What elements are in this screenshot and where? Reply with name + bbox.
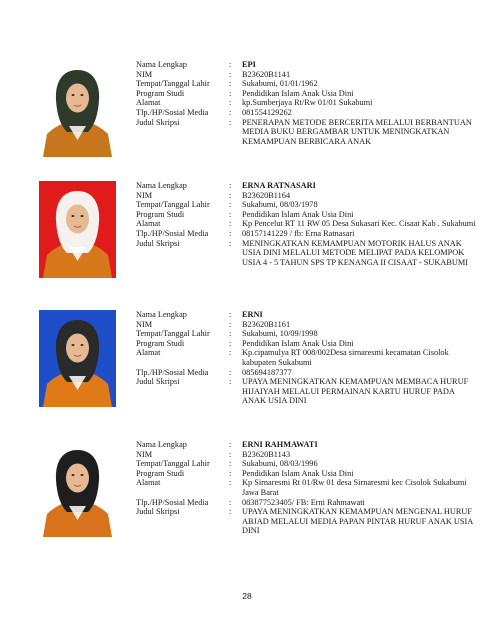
field-value-tlp: 083877523405/ FB: Erni Rahmawati: [242, 497, 365, 507]
info-row-prodi: [136, 89, 476, 99]
field-value-nim: B23620B1141: [242, 69, 291, 79]
info-row-nama: [136, 60, 476, 70]
field-label: NIM: [136, 69, 153, 79]
info-row-prodi: [136, 210, 476, 220]
field-separator: :: [229, 459, 232, 469]
field-value-nama: ERNA RATNASARI: [242, 181, 316, 190]
field-label: Tlp./HP/Sosial Media: [136, 107, 209, 117]
field-separator: :: [229, 98, 232, 108]
field-separator: :: [229, 79, 232, 89]
person-portrait-icon: [39, 60, 116, 157]
info-row-prodi: [136, 339, 476, 349]
student-photo: [39, 181, 116, 278]
info-row-tlp: [136, 108, 476, 118]
field-label: NIM: [136, 319, 153, 329]
info-row-nim: [136, 70, 476, 80]
field-value-judul: UPAYA MENINGKATKAN KEMAMPUAN MEMBACA HURUF HIJAIYAH MELALUI PERMAINAN KARTU HURUF PADA ANAK USIA DINI: [242, 377, 469, 406]
student-info: [136, 181, 476, 267]
field-value-tlp: 08157141229 / fb: Erna Ratnasari: [242, 228, 355, 238]
field-separator: :: [229, 60, 232, 69]
field-label: Tlp./HP/Sosial Media: [136, 228, 209, 238]
info-row-nama: [136, 310, 476, 320]
person-portrait-icon: [39, 440, 116, 537]
info-row-nim: [136, 450, 476, 460]
info-row-tlp: [136, 229, 476, 239]
student-photo: [39, 60, 116, 157]
field-separator: :: [229, 238, 232, 248]
field-separator: :: [229, 507, 232, 517]
field-label: Alamat: [136, 348, 161, 358]
field-label: NIM: [136, 449, 153, 459]
field-value-ttl: Sukabumi, 10/09/1998: [242, 329, 318, 339]
field-label: Tempat/Tanggal Lahir: [136, 459, 210, 469]
field-separator: :: [229, 219, 232, 229]
field-label: Judul Skripsi: [136, 117, 180, 127]
info-row-judul: [136, 239, 476, 268]
info-row-judul: [136, 118, 476, 147]
field-value-judul: MENINGKATKAN KEMAMPUAN MOTORIK HALUS ANAK USIA DINI MELALUI METODE MELIPAT PADA KELOMPOK USIA 4 - 5 TAHUN SPS TP KENANGA II CISAAT - SUKABUMI: [242, 238, 469, 267]
field-label: Alamat: [136, 478, 161, 488]
info-row-judul: [136, 377, 476, 406]
field-separator: :: [229, 117, 232, 127]
field-separator: :: [229, 181, 232, 190]
field-label: Tlp./HP/Sosial Media: [136, 497, 209, 507]
info-row-tlp: [136, 498, 476, 508]
field-value-nama: ERNI RAHMAWATI: [242, 440, 318, 449]
info-row-nim: [136, 320, 476, 330]
field-value-ttl: Sukabumi, 08/03/1996: [242, 459, 318, 469]
field-label: Judul Skripsi: [136, 377, 180, 387]
field-label: Judul Skripsi: [136, 507, 180, 517]
field-separator: :: [229, 69, 232, 79]
field-separator: :: [229, 228, 232, 238]
field-separator: :: [229, 440, 232, 449]
field-value-alamat: Kp.cipamulya RT 008/002Desa sirnaresmi kecamatan Cisolok kabupaten Sukabumi: [242, 348, 449, 367]
field-label: Program Studi: [136, 88, 185, 98]
field-value-judul: PENERAPAN METODE BERCERITA MELALUI BERBANTUAN MEDIA BUKU BERGAMBAR UNTUK MENINGKATKAN KEMAMPUAN BERBICARA ANAK: [242, 117, 472, 146]
info-row-ttl: [136, 200, 476, 210]
info-row-alamat: [136, 478, 476, 497]
field-separator: :: [229, 329, 232, 339]
field-separator: :: [229, 209, 232, 219]
field-separator: :: [229, 348, 232, 358]
field-separator: :: [229, 319, 232, 329]
field-value-nama: EPI: [242, 60, 256, 69]
field-value-alamat: kp.Sumberjaya Rt/Rw 01/01 Sukabumi: [242, 98, 373, 108]
info-row-ttl: [136, 79, 476, 89]
info-row-tlp: [136, 368, 476, 378]
field-label: Judul Skripsi: [136, 238, 180, 248]
field-value-nim: B23620B1164: [242, 190, 291, 200]
info-row-alamat: [136, 98, 476, 108]
field-separator: :: [229, 367, 232, 377]
field-label: Nama Lengkap: [136, 60, 187, 69]
info-row-nama: [136, 440, 476, 450]
field-value-prodi: Pendidikan Islam Anak Usia Dini: [242, 468, 354, 478]
field-separator: :: [229, 497, 232, 507]
field-separator: :: [229, 310, 232, 319]
field-value-prodi: Pendidikan Islam Anak Usia Dini: [242, 209, 354, 219]
field-separator: :: [229, 338, 232, 348]
field-label: Nama Lengkap: [136, 181, 187, 190]
info-row-alamat: [136, 219, 476, 229]
field-value-tlp: 085694187377: [242, 367, 292, 377]
info-row-ttl: [136, 329, 476, 339]
info-row-nama: [136, 181, 476, 191]
field-label: Alamat: [136, 98, 161, 108]
student-info: [136, 440, 476, 536]
field-separator: :: [229, 88, 232, 98]
field-value-nim: B23620B1143: [242, 449, 291, 459]
field-label: Nama Lengkap: [136, 310, 187, 319]
field-label: Program Studi: [136, 338, 185, 348]
field-separator: :: [229, 107, 232, 117]
field-value-nama: ERNI: [242, 310, 263, 319]
student-info: [136, 310, 476, 406]
field-value-alamat: Kp Sirnaresmi Rt 01/Rw 01 desa Sirnaresmi kec Cisolok Sukabumi Jawa Barat: [242, 478, 467, 497]
field-separator: :: [229, 478, 232, 488]
field-separator: :: [229, 190, 232, 200]
field-separator: :: [229, 468, 232, 478]
field-label: Tempat/Tanggal Lahir: [136, 200, 210, 210]
field-label: Program Studi: [136, 468, 185, 478]
info-row-nim: [136, 191, 476, 201]
field-separator: :: [229, 449, 232, 459]
field-label: Tempat/Tanggal Lahir: [136, 79, 210, 89]
field-value-nim: B23620B1161: [242, 319, 291, 329]
field-value-ttl: Sukabumi, 08/03/1978: [242, 200, 318, 210]
field-label: Nama Lengkap: [136, 440, 187, 449]
field-separator: :: [229, 200, 232, 210]
field-value-prodi: Pendidikan Islam Anak Usia Dini: [242, 338, 354, 348]
field-value-tlp: 081554129262: [242, 107, 292, 117]
field-value-prodi: Pendidikan Islam Anak Usia Dini: [242, 88, 354, 98]
info-row-judul: [136, 507, 476, 536]
field-value-alamat: Kp Pencelut RT 11 RW 05 Desa Sukasari Kec. Cisaat Kab . Sukabumi: [242, 219, 476, 229]
field-separator: :: [229, 377, 232, 387]
field-label: Alamat: [136, 219, 161, 229]
field-label: Program Studi: [136, 209, 185, 219]
person-portrait-icon: [39, 310, 116, 407]
page-number: 28: [242, 591, 252, 601]
student-photo: [39, 310, 116, 407]
person-portrait-icon: [39, 181, 116, 278]
student-info: [136, 60, 476, 146]
student-photo: [39, 440, 116, 537]
info-row-prodi: [136, 469, 476, 479]
field-label: Tlp./HP/Sosial Media: [136, 367, 209, 377]
field-value-ttl: Sukabumi, 01/01/1962: [242, 79, 318, 89]
field-value-judul: UPAYA MENINGKATKAN KEMAMPUAN MENGENAL HURUF ABJAD MELALUI MEDIA PAPAN PINTAR HURUF ANAK USIA DINI: [242, 507, 473, 536]
info-row-alamat: [136, 348, 476, 367]
info-row-ttl: [136, 459, 476, 469]
field-label: Tempat/Tanggal Lahir: [136, 329, 210, 339]
field-label: NIM: [136, 190, 153, 200]
